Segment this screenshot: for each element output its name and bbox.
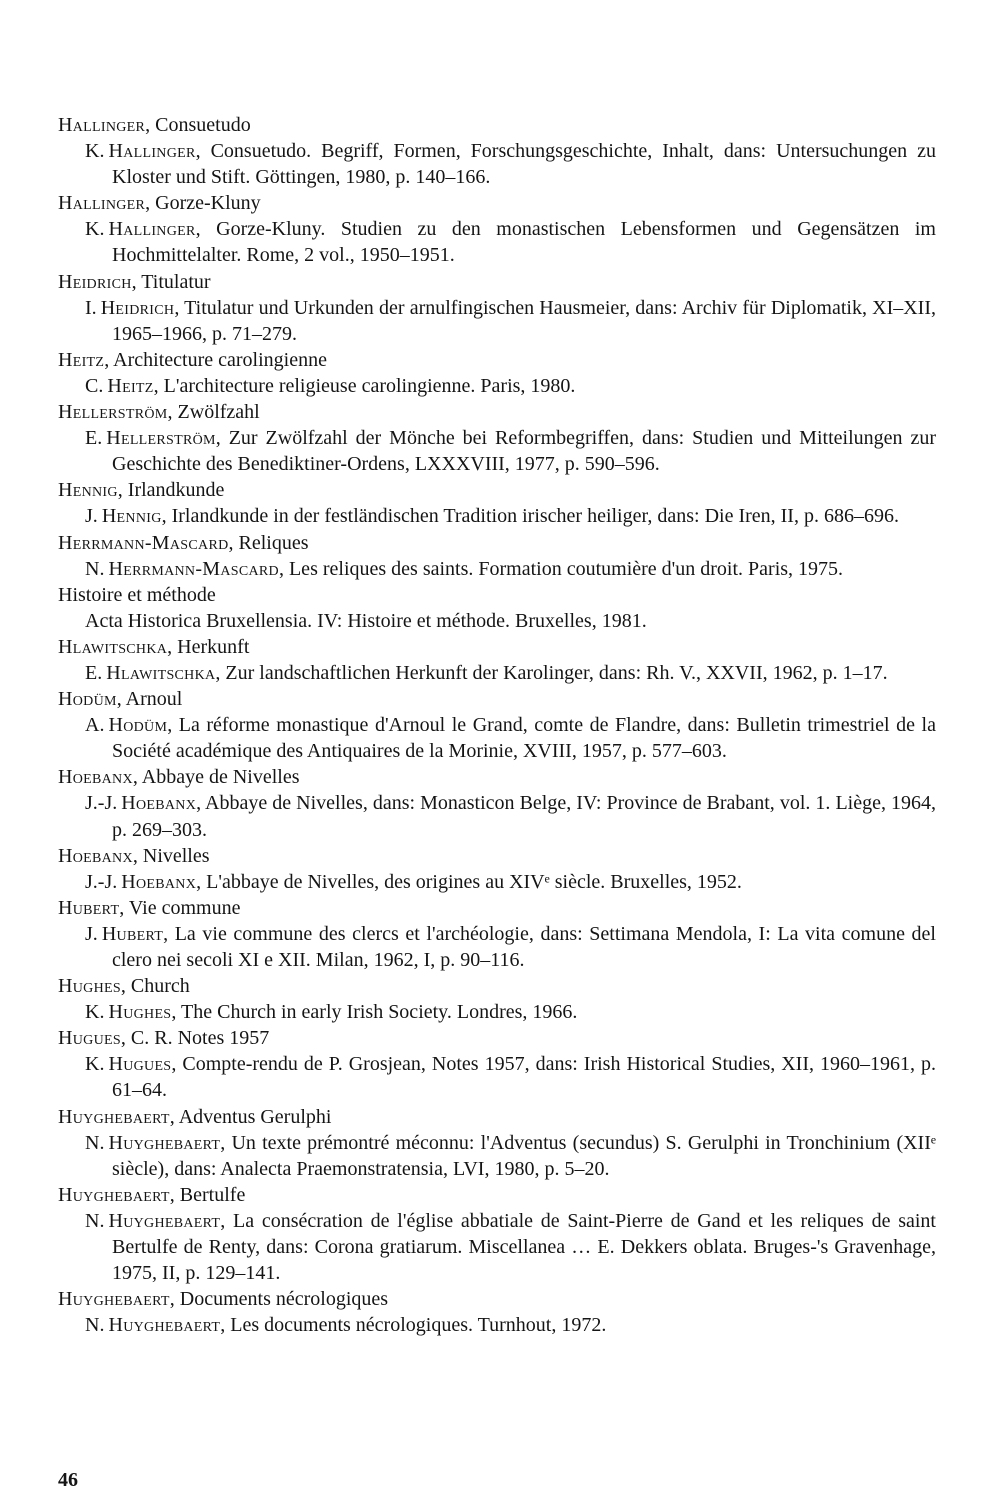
bibliography-entry: [58, 973, 936, 1025]
entry-full-author: Hallinger: [108, 218, 196, 241]
entry-initials: K.: [85, 218, 105, 241]
entry-short-label: , Zwölfzahl: [167, 401, 260, 424]
entry-short-label: , Abbaye de Nivelles: [132, 766, 300, 789]
entry-full-reference: [85, 138, 936, 190]
entry-full-reference: [85, 660, 936, 686]
entry-initials: A.: [85, 714, 105, 737]
entry-full-reference: [85, 1208, 936, 1286]
bibliography-entry: [58, 686, 936, 764]
bibliography-entry: [58, 1182, 936, 1286]
bibliography-entry: [58, 477, 936, 529]
entry-author: Hubert: [58, 896, 120, 919]
entry-author: Hodüm: [58, 688, 117, 711]
entry-author: Hennig: [58, 479, 118, 502]
entry-short-label: , Documents nécrologiques: [169, 1288, 389, 1311]
entry-short-title: [58, 399, 936, 425]
entry-author: Hallinger: [58, 114, 146, 136]
entry-initials: N.: [85, 557, 105, 580]
entry-full-author: Hennig: [101, 505, 162, 528]
entry-short-label: , Church: [120, 975, 190, 998]
entry-full-reference: [85, 503, 936, 529]
entry-initials: C.: [85, 374, 104, 397]
entry-initials: N.: [85, 1314, 105, 1337]
entry-initials: E.: [85, 661, 103, 684]
entry-initials: K.: [85, 1001, 105, 1024]
entry-initials: I.: [85, 296, 97, 319]
entry-full-author: Hlawitschka: [106, 661, 216, 684]
entry-reference-text: , The Church in early Irish Society. Londres, 1966.: [171, 1001, 578, 1024]
entry-short-title: [58, 895, 936, 921]
entry-reference-text: , Titulatur und Urkunden der arnulfingischen Hausmeier, dans: Archiv für Diplomatik, XI–XII, 1965–1966, p. 71–279.: [112, 296, 936, 345]
entry-reference-text: , La vie commune des clercs et l'archéologie, dans: Settimana Mendola, I: La vita comune del clero nei secoli XI e XII. Milan, 1962, I, p. 90–116.: [112, 922, 936, 971]
entry-short-title: [58, 112, 936, 138]
entry-full-author: Hoebanx: [121, 792, 197, 815]
entry-reference-text: , Consuetudo. Begriff, Formen, Forschungsgeschichte, Inhalt, dans: Untersuchungen zu Kloster und Stift. Göttingen, 1980, p. 140–166.: [112, 140, 936, 189]
entry-short-label: , Bertulfe: [169, 1183, 246, 1206]
entry-full-author: Huyghebaert: [108, 1209, 221, 1232]
entry-full-author: Hodüm: [108, 714, 168, 737]
entry-short-label: , Herkunft: [167, 635, 250, 658]
entry-short-title: [58, 843, 936, 869]
entry-reference-text: , Un texte prémontré méconnu: l'Adventus (secundus) S. Gerulphi in Tronchinium (XIIᵉ siècle), dans: Analecta Praemonstratensia, LVI, 1980, p. 5–20.: [112, 1131, 936, 1180]
entry-full-reference: [85, 1051, 936, 1103]
entry-short-label: , Vie commune: [119, 896, 241, 919]
entry-author: Hallinger: [58, 192, 146, 215]
entry-full-reference: [85, 373, 936, 399]
entry-author: Hughes: [58, 975, 121, 998]
entry-full-reference: [85, 869, 936, 895]
entry-author: Hoebanx: [58, 766, 133, 789]
bibliography-entry: [58, 190, 936, 268]
entry-full-author: Herrmann-Mascard: [108, 557, 279, 580]
bibliography-entry: [58, 399, 936, 477]
entry-full-author: Hoebanx: [121, 870, 197, 893]
entry-initials: J.-J.: [85, 792, 118, 815]
entry-initials: N.: [85, 1209, 105, 1232]
entry-full-author: Hellerström: [106, 427, 216, 450]
entry-initials: K.: [85, 140, 105, 163]
bibliography-entry: [58, 1286, 936, 1338]
entry-reference-text: , La consécration de l'église abbatiale de Saint-Pierre de Gand et les reliques de saint Bertulfe de Renty, dans: Corona gratiarum. Miscellanea … E. Dekkers oblata. Bruges-'s Gravenhage, 1975, II, p. 129–141.: [112, 1209, 936, 1285]
bibliography-entry: [58, 269, 936, 347]
entry-initials: E.: [85, 427, 103, 450]
bibliography-entry: [58, 582, 936, 634]
entry-short-label: , Irlandkunde: [117, 479, 225, 502]
entry-reference-text: , Gorze-Kluny. Studien zu den monastischen Lebensformen und Gegensätzen im Hochmittelalter. Rome, 2 vol., 1950–1951.: [112, 218, 936, 267]
entry-short-label: , Reliques: [228, 531, 309, 554]
entry-reference-text: , Les documents nécrologiques. Turnhout, 1972.: [220, 1314, 607, 1337]
entry-reference-text: , L'architecture religieuse carolingienne. Paris, 1980.: [153, 374, 576, 397]
entry-full-author: Hugues: [108, 1053, 172, 1076]
entry-full-reference: [85, 216, 936, 268]
entry-author: Heitz: [58, 348, 105, 371]
bibliography-entry: [58, 347, 936, 399]
entry-short-title: [58, 1182, 936, 1208]
entry-full-author: Hubert: [101, 922, 164, 945]
entry-full-reference: [85, 1312, 936, 1338]
entry-full-reference: [85, 295, 936, 347]
entry-author: Hlawitschka: [58, 635, 168, 658]
entry-short-label: , Consuetudo: [145, 114, 251, 136]
entry-short-label: , Adventus Gerulphi: [169, 1105, 332, 1128]
entry-short-title: [58, 686, 936, 712]
entry-reference-text: , Irlandkunde in der festländischen Tradition irischer heiliger, dans: Die Iren, II, p. 686–696.: [161, 505, 899, 528]
entry-reference-text: , Les reliques des saints. Formation coutumière d'un droit. Paris, 1975.: [278, 557, 844, 580]
entry-short-label: , C. R. Notes 1957: [120, 1027, 270, 1050]
entry-short-title: [58, 190, 936, 216]
entry-full-author: Hughes: [108, 1001, 172, 1024]
entry-short-title: [58, 347, 936, 373]
entry-initials: N.: [85, 1131, 105, 1154]
entry-author: Hoebanx: [58, 844, 133, 867]
entry-author: Hugues: [58, 1027, 121, 1050]
entry-full-reference: [85, 425, 936, 477]
entry-full-reference: [85, 608, 936, 634]
entry-author: Herrmann-Mascard: [58, 531, 229, 554]
entry-short-title: [58, 1025, 936, 1051]
bibliography-entry: [58, 634, 936, 686]
entry-full-author: Hallinger: [108, 140, 196, 163]
entry-full-reference: [85, 921, 936, 973]
entry-full-author: Heidrich: [100, 296, 175, 319]
bibliography-entry: [58, 1104, 936, 1182]
entry-short-title: [58, 530, 936, 556]
bibliography-entry: [58, 895, 936, 973]
entry-short-label: Histoire et méthode: [58, 583, 216, 606]
entry-short-title: [58, 582, 936, 608]
entry-full-author: Huyghebaert: [108, 1131, 221, 1154]
entry-full-reference: [85, 556, 936, 582]
entry-initials: J.: [85, 922, 98, 945]
entry-short-title: [58, 764, 936, 790]
entry-full-reference: [85, 999, 936, 1025]
entry-reference-text: , L'abbaye de Nivelles, des origines au XIVᵉ siècle. Bruxelles, 1952.: [196, 870, 742, 893]
bibliography-entry: [58, 764, 936, 842]
entry-short-title: [58, 269, 936, 295]
bibliography-entry: [58, 1025, 936, 1103]
entry-reference-text: Acta Historica Bruxellensia. IV: Histoire et méthode. Bruxelles, 1981.: [85, 609, 647, 632]
entry-full-reference: [85, 712, 936, 764]
entry-initials: J.-J.: [85, 870, 118, 893]
entry-short-label: , Architecture carolingienne: [104, 348, 327, 371]
entry-short-label: , Gorze-Kluny: [145, 192, 261, 215]
entry-short-title: [58, 477, 936, 503]
bibliography-list: [58, 112, 936, 1338]
entry-reference-text: , Zur landschaftlichen Herkunft der Karolinger, dans: Rh. V., XXVII, 1962, p. 1–17.: [215, 661, 888, 684]
entry-short-label: , Arnoul: [116, 688, 183, 711]
entry-initials: J.: [85, 505, 98, 528]
entry-reference-text: , Compte-rendu de P. Grosjean, Notes 1957, dans: Irish Historical Studies, XII, 1960–1961, p. 61–64.: [112, 1053, 936, 1102]
entry-short-title: [58, 634, 936, 660]
entry-short-title: [58, 1286, 936, 1312]
entry-initials: K.: [85, 1053, 105, 1076]
entry-full-author: Huyghebaert: [108, 1314, 221, 1337]
entry-short-title: [58, 973, 936, 999]
entry-reference-text: , La réforme monastique d'Arnoul le Grand, comte de Flandre, dans: Bulletin trimestriel de la Société académique des Antiquaires de la Morinie, XVIII, 1957, p. 577–603.: [112, 714, 936, 763]
bibliography-entry: [58, 843, 936, 895]
bibliography-entry: [58, 112, 936, 190]
entry-reference-text: , Zur Zwölfzahl der Mönche bei Reformbegriffen, dans: Studien und Mitteilungen zur Geschichte des Benediktiner-Ordens, LXXXVIII, 1977, p. 590–596.: [112, 427, 936, 476]
entry-author: Huyghebaert: [58, 1183, 170, 1206]
entry-short-label: , Titulatur: [131, 270, 211, 293]
entry-short-label: , Nivelles: [132, 844, 210, 867]
entry-short-title: [58, 1104, 936, 1130]
entry-full-reference: [85, 1130, 936, 1182]
entry-full-reference: [85, 790, 936, 842]
entry-reference-text: , Abbaye de Nivelles, dans: Monasticon Belge, IV: Province de Brabant, vol. 1. Liège, 1964, p. 269–303.: [112, 792, 936, 841]
bibliography-entry: [58, 530, 936, 582]
page-number: 46: [58, 1469, 78, 1491]
entry-author: Huyghebaert: [58, 1105, 170, 1128]
entry-author: Huyghebaert: [58, 1288, 170, 1311]
entry-author: Hellerström: [58, 401, 168, 424]
entry-full-author: Heitz: [107, 374, 154, 397]
entry-author: Heidrich: [58, 270, 132, 293]
